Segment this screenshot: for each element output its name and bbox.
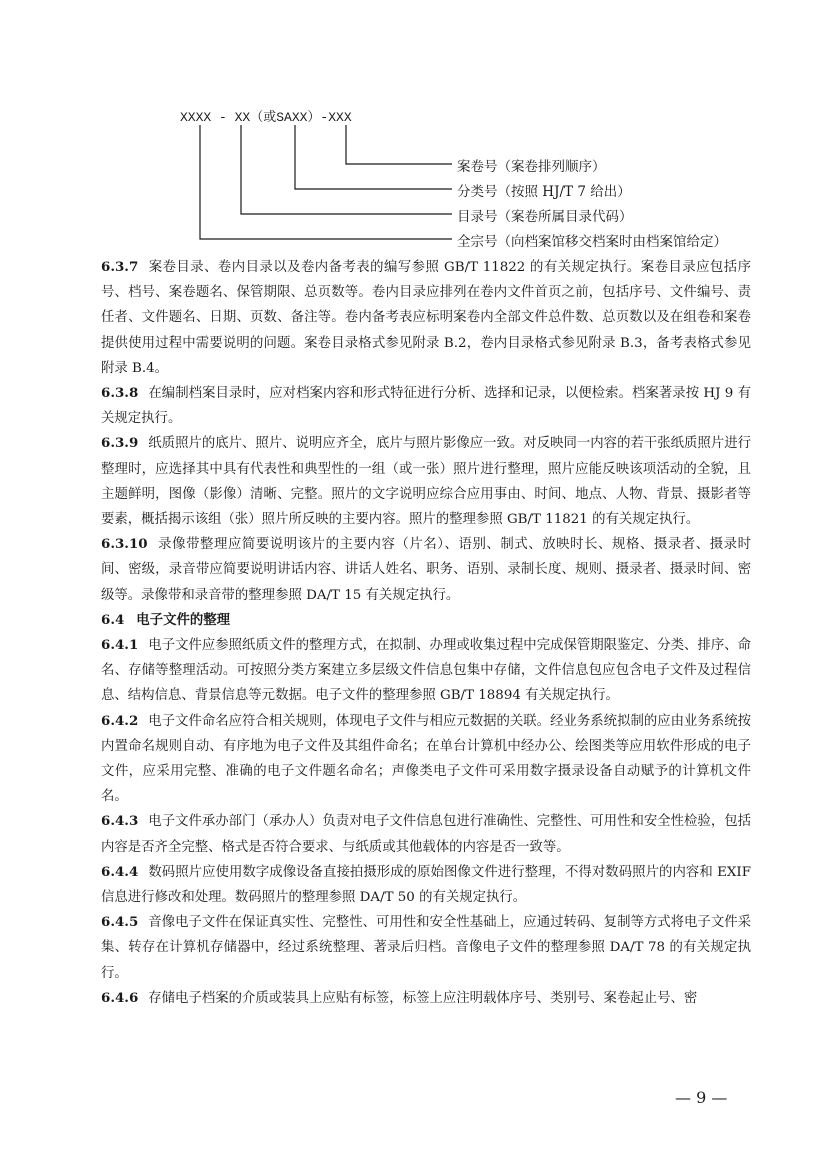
connector-case-number <box>346 125 452 164</box>
clause-number: 6.4.4 <box>101 863 139 880</box>
clause-text: 电子文件承办部门（承办人）负责对电子文件信息包进行准确性、完整性、可用性和安全性检验，包括内容是否齐全完整、格式是否符合要求、与纸质或其他载体的内容是否一致等。 <box>101 814 751 855</box>
page-number: — 9 — <box>675 1088 728 1107</box>
clause-number: 6.3.9 <box>101 435 139 452</box>
clause-number: 6.4.6 <box>101 989 139 1006</box>
connector-fonds-number <box>200 125 452 239</box>
clause-6-4-1 <box>101 633 751 709</box>
label-class-number: 分类号（按照 HJ/T 7 给出） <box>457 184 631 200</box>
clause-6-4-4 <box>101 860 751 910</box>
clause-6-4-6 <box>101 986 751 1011</box>
clause-text: 音像电子文件在保证真实性、完整性、可用性和安全性基础上，应通过转码、复制等方式将电子文件采集、转存在计算机存储器中，经过系统整理、著录后归档。音像电子文件的整理参照 DA/T 78 的有关规定执行。 <box>101 915 751 981</box>
clause-text: 纸质照片的底片、照片、说明应齐全，底片与照片影像应一致。对反映同一内容的若干张纸质照片进行整理时，应选择其中具有代表性和典型性的一组（或一张）照片进行整理，照片应能反映该项活动的全貌，且主题鲜明，图像（影像）清晰、完整。照片的文字说明应综合应用事由、时间、地点、人物、背景、摄影者等要素，概括揭示该组（张）照片所反映的主要内容。照片的整理参照 GB/T 11821 的有关规定执行。 <box>101 436 751 528</box>
clause-6-3-8 <box>101 381 751 431</box>
clause-text: 案卷目录、卷内目录以及卷内备考表的编写参照 GB/T 11822 的有关规定执行。案卷目录应包括序号、档号、案卷题名、保管期限、总页数等。卷内目录应排列在卷内文件首页之前，包括序号、文件编号、责任者、文件题名、日期、页数、备注等。卷内备考表应标明案卷内全部文件总件数、总页数以及在组卷和案卷提供使用过程中需要说明的问题。案卷目录格式参见附录 B.2，卷内目录格式参见附录 B.3，备考表格式参见附录 B.4。 <box>101 260 751 376</box>
clause-number: 6.4.5 <box>101 914 139 931</box>
section-heading-6-4 <box>101 608 751 633</box>
document-body <box>101 255 751 1011</box>
label-case-number: 案卷号（案卷排列顺序） <box>457 159 606 175</box>
clause-number: 6.4.1 <box>101 637 139 654</box>
archive-number-diagram <box>0 0 826 260</box>
clause-text: 电子文件应参照纸质文件的整理方式，在拟制、办理或收集过程中完成保管期限鉴定、分类、排序、命名、存储等整理活动。可按照分类方案建立多层级文件信息包集中存储，文件信息包应包含电子文件及过程信息、结构信息、背景信息等元数据。电子文件的整理参照 GB/T 18894 有关规定执行。 <box>101 638 751 704</box>
clause-6-4-2 <box>101 709 751 810</box>
clause-number: 6.4.2 <box>101 712 139 729</box>
clause-number: 6.4.3 <box>101 813 139 830</box>
clause-6-3-9 <box>101 431 751 532</box>
clause-6-4-3 <box>101 809 751 859</box>
clause-6-3-10 <box>101 532 751 608</box>
clause-number: 6.3.8 <box>101 385 139 402</box>
clause-text: 存储电子档案的介质或装具上应贴有标签，标签上应注明载体序号、类别号、案卷起止号、密 <box>148 990 698 1006</box>
clause-6-4-5 <box>101 910 751 986</box>
clause-text: 录像带整理应简要说明该片的主要内容（片名）、语别、制式、放映时长、规格、摄录者、摄录时间、密级，录音带应简要说明讲话内容、讲话人姓名、职务、语别、录制长度、规则、摄录者、摄录时间、密级等。录像带和录音带的整理参照 DA/T 15 有关规定执行。 <box>101 537 751 603</box>
clause-number: 6.3.7 <box>101 259 139 275</box>
section-title: 电子文件的整理 <box>136 611 231 628</box>
clause-number: 6.3.10 <box>101 536 148 553</box>
diagram-connector-lines <box>0 0 826 260</box>
clause-text: 电子文件命名应符合相关规则，体现电子文件与相应元数据的关联。经业务系统拟制的应由业务系统按内置命名规则自动、有序地为电子文件及其组件命名；在单台计算机中经办公、绘图类等应用软件形成的电子文件，应采用完整、准确的电子文件题名命名；声像类电子文件可采用数字摄录设备自动赋予的计算机文件名。 <box>101 713 751 805</box>
connector-class-number <box>295 125 452 189</box>
archive-code-format: XXXX - XX（或SAXX）-XXX <box>180 110 352 125</box>
clause-6-3-7 <box>101 255 751 381</box>
label-fonds-number: 全宗号（向档案馆移交档案时由档案馆给定） <box>457 234 727 250</box>
label-catalog-number: 目录号（案卷所属目录代码） <box>457 209 633 225</box>
section-number: 6.4 <box>101 611 125 628</box>
clause-text: 数码照片应使用数字成像设备直接拍摄形成的原始图像文件进行整理，不得对数码照片的内容和 EXIF 信息进行修改和处理。数码照片的整理参照 DA/T 50 的有关规定执行。 <box>101 864 751 906</box>
clause-text: 在编制档案目录时，应对档案内容和形式特征进行分析、选择和记录，以便检索。档案著录按 HJ 9 有关规定执行。 <box>101 386 751 427</box>
